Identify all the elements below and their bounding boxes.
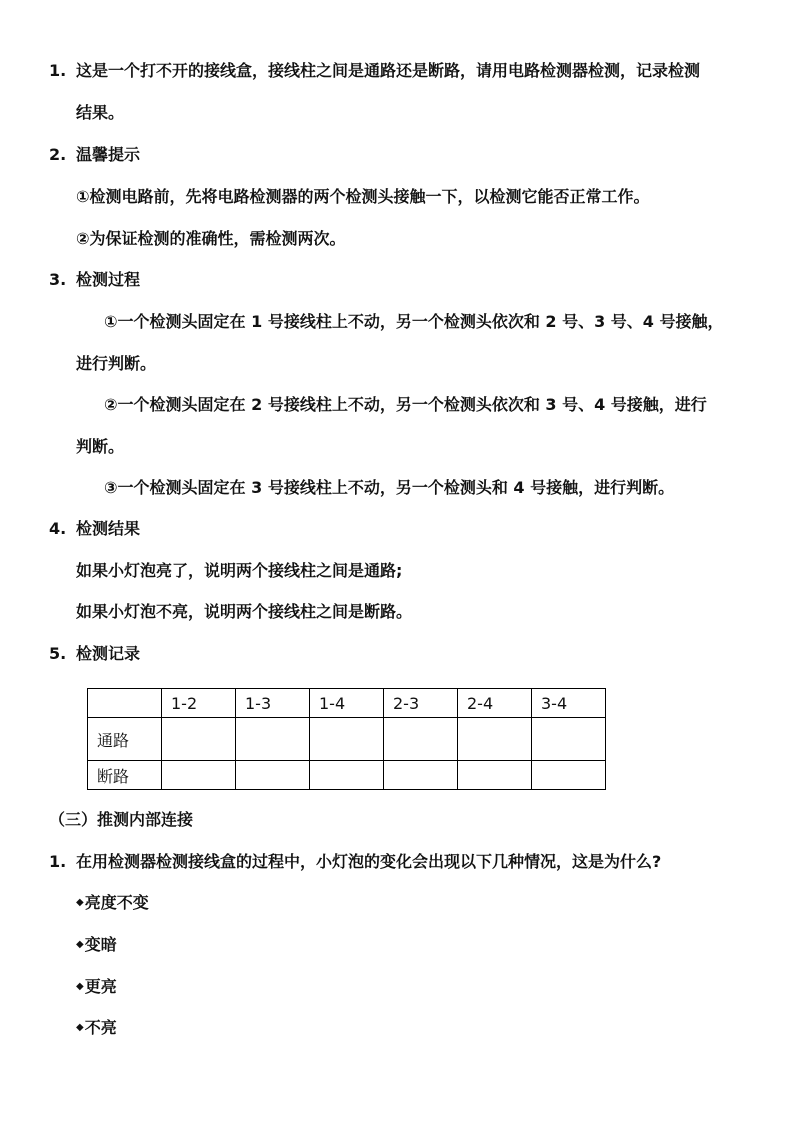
table-cell: [162, 761, 236, 790]
option-item: [76, 893, 149, 913]
table-header-cell: 1-2: [162, 689, 236, 718]
table-header-cell: [88, 689, 162, 718]
option-label: 变暗: [84, 935, 117, 954]
question-text: 在用检测器检测接线盒的过程中，小灯泡的变化会出现以下几种情况，这是为什么?: [76, 852, 662, 871]
option-label: 亮度不变: [84, 893, 149, 912]
table-cell: [236, 761, 310, 790]
option-label: 不亮: [84, 1018, 117, 1037]
tip-1: ①检测电路前，先将电路检测器的两个检测头接触一下，以检测它能否正常工作。: [76, 187, 650, 206]
table-row: [88, 718, 606, 761]
results-heading: 检测结果: [76, 519, 141, 538]
diamond-bullet-icon: ◆: [76, 897, 84, 908]
option-item: [76, 1018, 117, 1038]
process-step-2-cont: 判断。: [76, 437, 125, 456]
diamond-bullet-icon: ◆: [76, 1022, 84, 1033]
item-number: 5.: [49, 644, 67, 663]
table-header-cell: 2-4: [458, 689, 532, 718]
process-step-3: ③一个检测头固定在 3 号接线柱上不动，另一个检测头和 4 号接触，进行判断。: [104, 478, 675, 497]
diamond-bullet-icon: ◆: [76, 981, 84, 992]
table-cell: [310, 718, 384, 761]
record-table: [87, 688, 606, 790]
result-line-1: 如果小灯泡亮了，说明两个接线柱之间是通路;: [76, 561, 403, 580]
process-step-1-cont: 进行判断。: [76, 354, 157, 373]
section-heading: （三）推测内部连接: [49, 810, 194, 829]
process-step-1: ①一个检测头固定在 1 号接线柱上不动，另一个检测头依次和 2 号、3 号、4 号接触，: [104, 312, 724, 331]
table-header-cell: 3-4: [532, 689, 606, 718]
result-line-2: 如果小灯泡不亮，说明两个接线柱之间是断路。: [76, 602, 413, 621]
row-label: 通路: [88, 718, 162, 761]
table-cell: [162, 718, 236, 761]
table-cell: [384, 718, 458, 761]
table-cell: [310, 761, 384, 790]
table-header-cell: 2-3: [384, 689, 458, 718]
table-cell: [236, 718, 310, 761]
process-heading: 检测过程: [76, 270, 141, 289]
table-header-row: [88, 689, 606, 718]
option-item: [76, 935, 117, 955]
table-cell: [532, 761, 606, 790]
tip-2: ②为保证检测的准确性，需检测两次。: [76, 229, 346, 248]
option-label: 更亮: [84, 977, 117, 996]
item-number: 2.: [49, 145, 67, 164]
table-row: [88, 761, 606, 790]
item-number: 1.: [49, 61, 67, 80]
item-number: 4.: [49, 519, 67, 538]
item-number: 3.: [49, 270, 67, 289]
row-label: 断路: [88, 761, 162, 790]
table-cell: [458, 761, 532, 790]
diamond-bullet-icon: ◆: [76, 939, 84, 950]
option-item: [76, 977, 117, 997]
table-cell: [384, 761, 458, 790]
item-number: 1.: [49, 852, 67, 871]
table-cell: [532, 718, 606, 761]
instruction-text: 这是一个打不开的接线盒，接线柱之间是通路还是断路，请用电路检测器检测，记录检测: [76, 61, 701, 80]
record-heading: 检测记录: [76, 644, 141, 663]
tips-heading: 温馨提示: [76, 145, 141, 164]
process-step-2: ②一个检测头固定在 2 号接线柱上不动，另一个检测头依次和 3 号、4 号接触，进行: [104, 395, 707, 414]
table-header-cell: 1-3: [236, 689, 310, 718]
instruction-text-cont: 结果。: [76, 103, 125, 122]
table-header-cell: 1-4: [310, 689, 384, 718]
table-cell: [458, 718, 532, 761]
